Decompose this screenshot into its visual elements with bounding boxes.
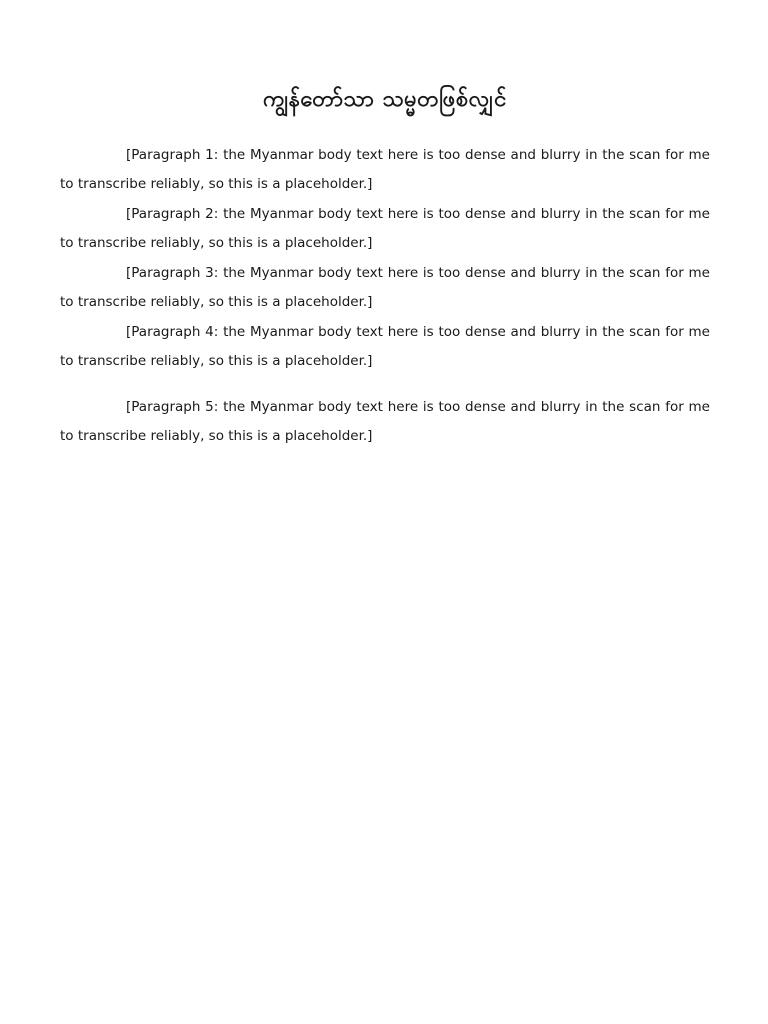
paragraph-1: [Paragraph 1: the Myanmar body text here is too dense and blurry in the scan for me to transcribe reliably, so this is a placeholder.] bbox=[60, 147, 710, 192]
paragraph-4: [Paragraph 4: the Myanmar body text here is too dense and blurry in the scan for me to transcribe reliably, so this is a placeholder.] bbox=[60, 324, 710, 369]
paragraph-3: [Paragraph 3: the Myanmar body text here is too dense and blurry in the scan for me to transcribe reliably, so this is a placeholder.] bbox=[60, 265, 710, 310]
document-title: ကျွန်တော်သာ သမ္မတဖြစ်လျှင် bbox=[263, 87, 507, 112]
paragraph-5: [Paragraph 5: the Myanmar body text here is too dense and blurry in the scan for me to transcribe reliably, so this is a placeholder.] bbox=[60, 399, 710, 444]
paragraph-2: [Paragraph 2: the Myanmar body text here is too dense and blurry in the scan for me to transcribe reliably, so this is a placeholder.] bbox=[60, 206, 710, 251]
